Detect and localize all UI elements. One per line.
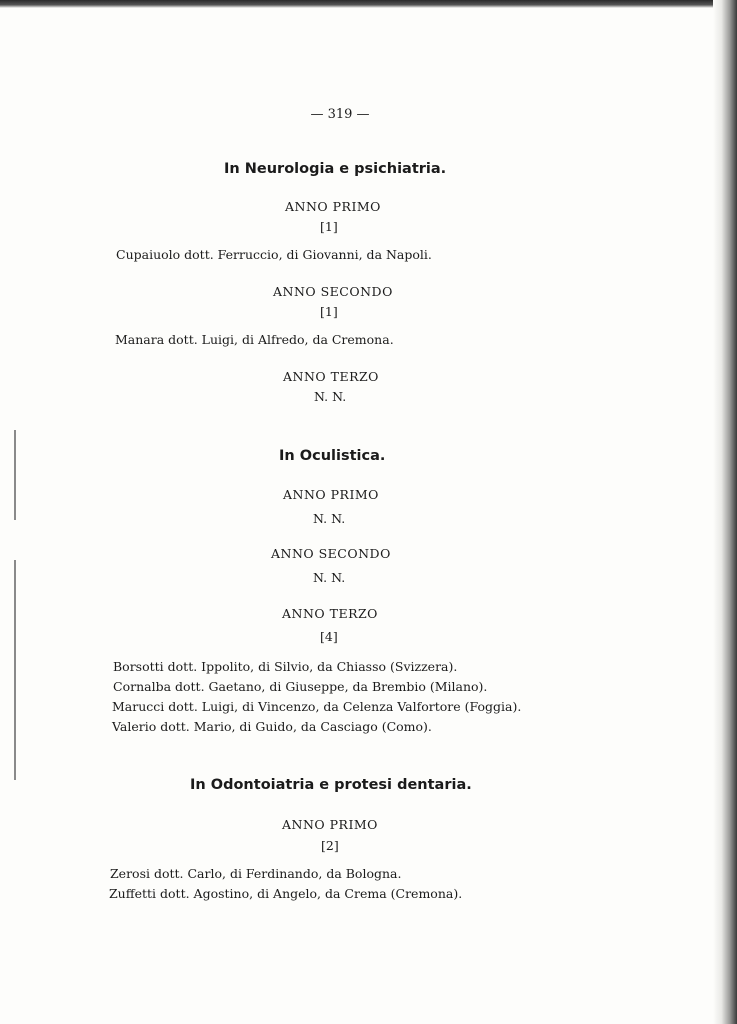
year-count: [4] bbox=[320, 629, 338, 644]
student-entry: Cupaiuolo dott. Ferruccio, di Giovanni, da Napoli. bbox=[116, 247, 432, 262]
student-entry: Zuffetti dott. Agostino, di Angelo, da Crema (Cremona). bbox=[109, 886, 463, 901]
year-count: [1] bbox=[320, 304, 338, 319]
page-number: — 319 — bbox=[310, 107, 370, 122]
scan-left-mark bbox=[14, 560, 16, 780]
scan-top-edge bbox=[0, 0, 737, 8]
section-title-odontoiatria: In Odontoiatria e protesi dentaria. bbox=[190, 777, 472, 793]
section-title-neurologia: In Neurologia e psichiatria. bbox=[224, 161, 447, 177]
student-entry: Borsotti dott. Ippolito, di Silvio, da Chiasso (Svizzera). bbox=[113, 659, 458, 674]
section-title-oculistica: In Oculistica. bbox=[279, 448, 386, 464]
year-label: ANNO SECONDO bbox=[273, 284, 393, 299]
student-entry: Valerio dott. Mario, di Guido, da Casciago (Como). bbox=[112, 719, 432, 734]
year-label: ANNO SECONDO bbox=[271, 546, 391, 561]
year-label: ANNO PRIMO bbox=[285, 199, 381, 214]
year-label: ANNO TERZO bbox=[282, 606, 378, 621]
year-count: N. N. bbox=[314, 389, 347, 404]
year-label: ANNO PRIMO bbox=[283, 487, 379, 502]
student-entry: Manara dott. Luigi, di Alfredo, da Cremona. bbox=[115, 332, 394, 347]
year-count: N. N. bbox=[313, 570, 346, 585]
year-count: [1] bbox=[320, 219, 338, 234]
year-count: [2] bbox=[321, 838, 339, 853]
scan-right-edge bbox=[713, 0, 737, 1024]
student-entry: Marucci dott. Luigi, di Vincenzo, da Celenza Valfortore (Foggia). bbox=[112, 699, 522, 714]
year-label: ANNO TERZO bbox=[283, 369, 379, 384]
year-label: ANNO PRIMO bbox=[282, 817, 378, 832]
year-count: N. N. bbox=[313, 511, 346, 526]
student-entry: Cornalba dott. Gaetano, di Giuseppe, da Brembio (Milano). bbox=[113, 679, 488, 694]
scan-left-mark bbox=[14, 430, 16, 520]
student-entry: Zerosi dott. Carlo, di Ferdinando, da Bologna. bbox=[110, 866, 402, 881]
